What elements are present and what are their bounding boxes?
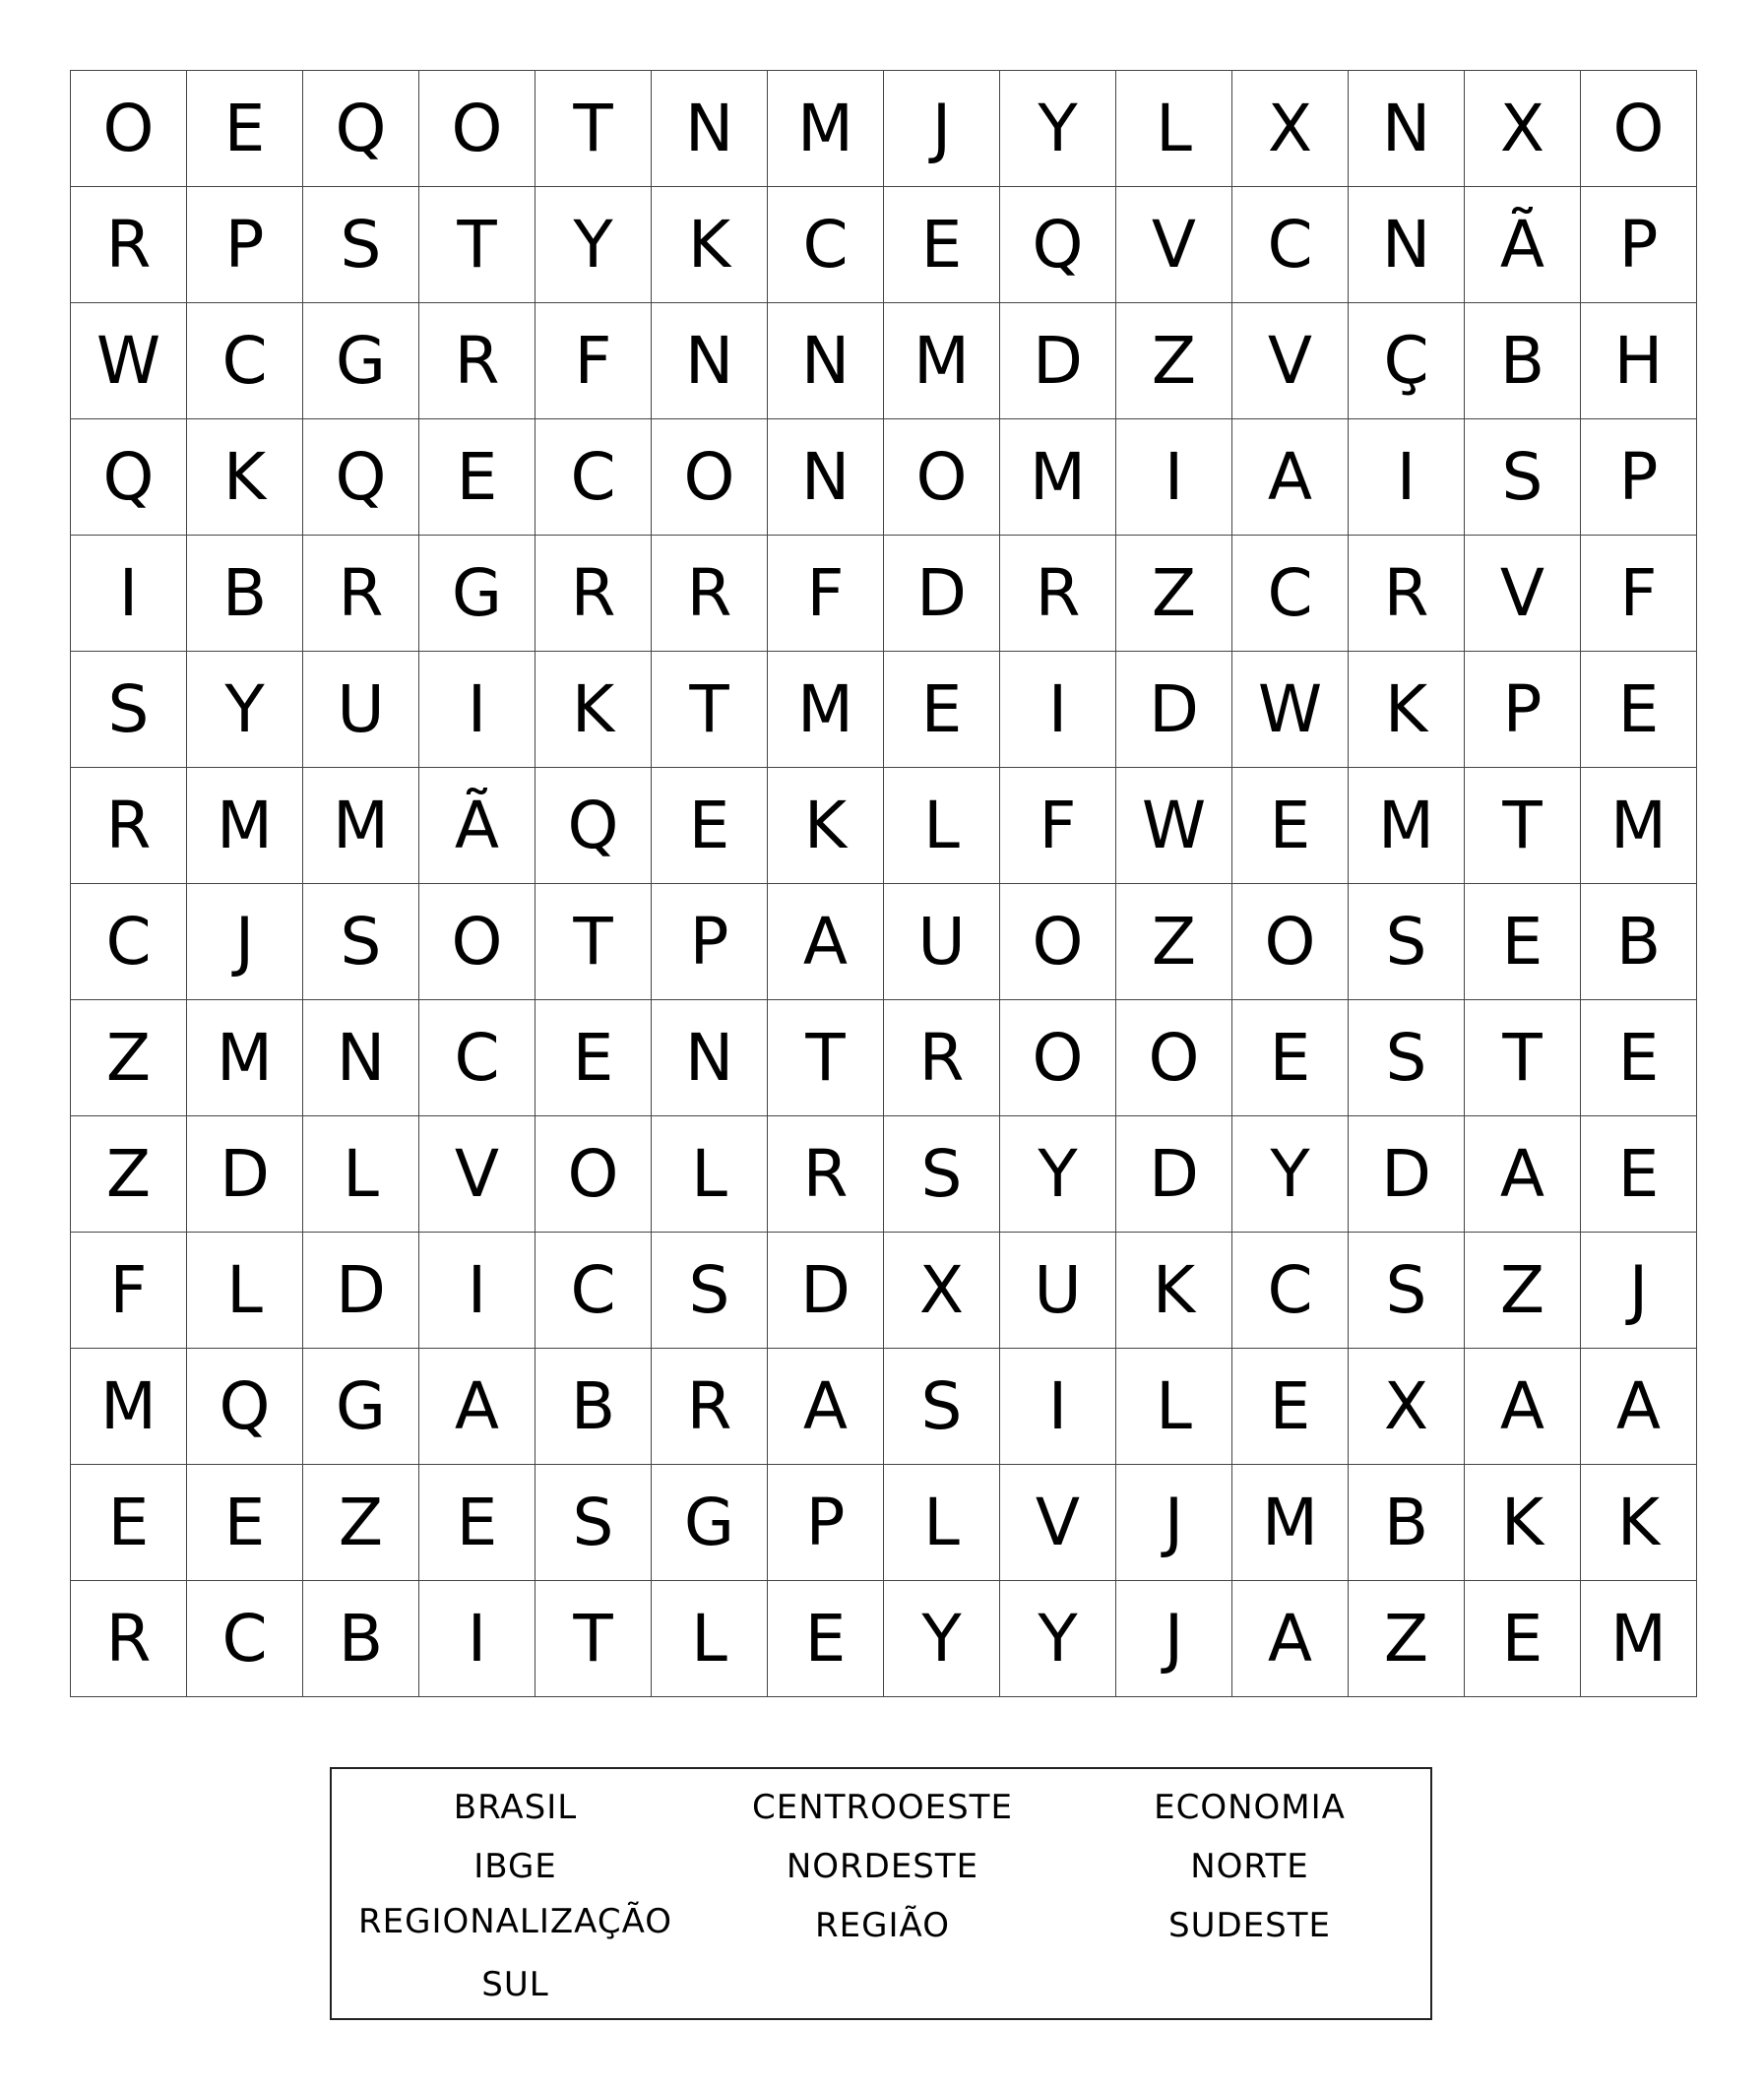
grid-cell[interactable]: E [71,1465,187,1581]
grid-cell[interactable]: D [1116,1116,1232,1233]
grid-cell[interactable]: E [1581,1116,1697,1233]
grid-cell[interactable]: K [1581,1465,1697,1581]
grid-cell[interactable]: Q [303,419,419,536]
grid-cell[interactable]: E [1581,1000,1697,1116]
grid-cell[interactable]: S [884,1116,1000,1233]
grid-cell[interactable]: C [187,303,303,419]
grid-cell[interactable]: I [1000,652,1116,768]
grid-cell[interactable]: C [536,1233,652,1349]
grid-cell[interactable]: M [768,71,884,187]
grid-cell[interactable]: L [652,1116,768,1233]
grid-cell[interactable]: R [71,187,187,303]
grid-cell[interactable]: O [1232,884,1349,1000]
grid-cell[interactable]: K [1116,1233,1232,1349]
grid-cell[interactable]: K [536,652,652,768]
grid-cell[interactable]: M [1000,419,1116,536]
grid-cell[interactable]: D [1349,1116,1465,1233]
grid-cell[interactable]: N [652,303,768,419]
grid-cell[interactable]: D [1000,303,1116,419]
word-list-item: IBGE [473,1847,557,1886]
grid-cell[interactable]: M [768,652,884,768]
grid-cell[interactable]: T [1465,768,1581,884]
grid-cell[interactable]: E [1232,1349,1349,1465]
grid-cell[interactable]: Ã [419,768,536,884]
grid-cell[interactable]: V [1116,187,1232,303]
grid-cell[interactable]: N [303,1000,419,1116]
grid-cell[interactable]: T [768,1000,884,1116]
grid-cell[interactable]: Y [187,652,303,768]
grid-cell[interactable]: E [884,652,1000,768]
word-list-item: SUDESTE [1168,1906,1331,1945]
grid-cell[interactable]: C [1232,1233,1349,1349]
grid-cell[interactable]: I [1000,1349,1116,1465]
grid-cell[interactable]: I [419,1233,536,1349]
grid-cell[interactable]: K [1465,1465,1581,1581]
grid-cell[interactable]: S [303,884,419,1000]
grid-cell[interactable]: E [536,1000,652,1116]
grid-cell[interactable]: K [652,187,768,303]
grid-cell[interactable]: X [884,1233,1000,1349]
grid-cell[interactable]: L [187,1233,303,1349]
grid-cell[interactable]: G [303,1349,419,1465]
grid-cell[interactable]: B [1465,303,1581,419]
grid-cell[interactable]: R [1000,536,1116,652]
grid-cell[interactable]: C [419,1000,536,1116]
grid-cell[interactable]: B [1581,884,1697,1000]
grid-cell[interactable]: A [419,1349,536,1465]
grid-cell[interactable]: R [652,1349,768,1465]
grid-cell[interactable]: S [1349,1000,1465,1116]
grid-cell[interactable]: D [187,1116,303,1233]
word-list-item: CENTROOESTE [752,1788,1013,1827]
grid-row [71,884,1697,1000]
grid-cell[interactable]: G [652,1465,768,1581]
grid-row [71,536,1697,652]
grid-cell[interactable]: C [71,884,187,1000]
grid-cell[interactable]: T [419,187,536,303]
grid-cell[interactable]: R [768,1116,884,1233]
word-list-item: BRASIL [453,1788,578,1827]
grid-row [71,768,1697,884]
grid-cell[interactable]: Q [536,768,652,884]
grid-cell[interactable]: E [1232,768,1349,884]
grid-cell[interactable]: Z [1116,536,1232,652]
grid-row [71,303,1697,419]
grid-cell[interactable]: M [1581,768,1697,884]
grid-cell[interactable]: D [884,536,1000,652]
grid-cell[interactable]: D [768,1233,884,1349]
grid-cell[interactable]: G [303,303,419,419]
grid-cell[interactable]: R [71,768,187,884]
grid-cell[interactable]: E [884,187,1000,303]
grid-cell[interactable]: O [1581,71,1697,187]
grid-cell[interactable]: R [419,303,536,419]
grid-cell[interactable]: N [768,419,884,536]
grid-cell[interactable]: Y [1232,1116,1349,1233]
grid-cell[interactable]: C [187,1581,303,1697]
grid-cell[interactable]: K [1349,652,1465,768]
grid-cell[interactable]: M [1349,768,1465,884]
grid-cell[interactable]: O [652,419,768,536]
grid-cell[interactable]: N [652,71,768,187]
grid-cell[interactable]: Z [1116,303,1232,419]
grid-cell[interactable]: K [768,768,884,884]
grid-cell[interactable]: B [303,1581,419,1697]
grid-cell[interactable]: Z [1465,1233,1581,1349]
grid-cell[interactable]: O [1116,1000,1232,1116]
grid-cell[interactable]: Y [1000,1581,1116,1697]
grid-cell[interactable]: E [187,1465,303,1581]
grid-row [71,71,1697,187]
grid-cell[interactable]: S [71,652,187,768]
grid-cell[interactable]: E [768,1581,884,1697]
grid-cell[interactable]: E [1232,1000,1349,1116]
grid-cell[interactable]: I [419,652,536,768]
grid-cell[interactable]: M [187,1000,303,1116]
grid-cell[interactable]: I [1116,419,1232,536]
grid-cell[interactable]: J [1116,1581,1232,1697]
grid-cell[interactable]: X [1232,71,1349,187]
grid-cell[interactable]: A [1232,419,1349,536]
grid-cell[interactable]: U [884,884,1000,1000]
grid-cell[interactable]: P [1581,419,1697,536]
grid-cell[interactable]: J [187,884,303,1000]
grid-cell[interactable]: E [1465,1581,1581,1697]
grid-cell[interactable]: N [1349,71,1465,187]
grid-cell[interactable]: R [303,536,419,652]
grid-cell[interactable]: R [652,536,768,652]
grid-cell[interactable]: Q [303,71,419,187]
grid-cell[interactable]: E [1581,652,1697,768]
grid-cell[interactable]: M [71,1349,187,1465]
grid-cell[interactable]: L [1116,71,1232,187]
grid-cell[interactable]: A [1465,1349,1581,1465]
grid-cell[interactable]: C [768,187,884,303]
word-list-item: NORDESTE [786,1847,979,1886]
grid-cell[interactable]: T [536,1581,652,1697]
word-list [330,1767,1432,2020]
grid-cell[interactable]: Y [536,187,652,303]
word-list-item: REGIÃO [815,1906,950,1945]
grid-cell[interactable]: P [1581,187,1697,303]
grid-cell[interactable]: F [536,303,652,419]
grid-row [71,1000,1697,1116]
grid-cell[interactable]: V [1465,536,1581,652]
grid-cell[interactable]: Y [1000,1116,1116,1233]
grid-cell[interactable]: S [652,1233,768,1349]
grid-cell[interactable]: S [1349,1233,1465,1349]
word-search-grid [70,70,1697,1697]
grid-cell[interactable]: A [1465,1116,1581,1233]
grid-cell[interactable]: Ç [1349,303,1465,419]
grid-cell[interactable]: Y [884,1581,1000,1697]
grid-cell[interactable]: Z [1116,884,1232,1000]
grid-cell[interactable]: Z [71,1116,187,1233]
grid-cell[interactable]: J [1581,1233,1697,1349]
grid-cell[interactable]: D [303,1233,419,1349]
grid-cell[interactable]: W [1232,652,1349,768]
grid-cell[interactable]: J [884,71,1000,187]
grid-cell[interactable]: L [884,1465,1000,1581]
grid-cell[interactable]: X [1465,71,1581,187]
grid-cell[interactable]: P [652,884,768,1000]
grid-cell[interactable]: N [652,1000,768,1116]
grid-cell[interactable]: O [71,71,187,187]
grid-cell[interactable]: B [187,536,303,652]
grid-cell[interactable]: R [536,536,652,652]
grid-cell[interactable]: L [1116,1349,1232,1465]
grid-cell[interactable]: Y [1000,71,1116,187]
grid-cell[interactable]: Q [71,419,187,536]
grid-cell[interactable]: D [1116,652,1232,768]
grid-cell[interactable]: S [303,187,419,303]
grid-cell[interactable]: V [419,1116,536,1233]
grid-cell[interactable]: V [1232,303,1349,419]
grid-cell[interactable]: C [1232,536,1349,652]
word-list-item: ECONOMIA [1154,1788,1346,1827]
grid-cell[interactable]: A [768,884,884,1000]
grid-row [71,1349,1697,1465]
grid-cell[interactable]: A [1581,1349,1697,1465]
grid-cell[interactable]: A [1232,1581,1349,1697]
grid-cell[interactable]: Ã [1465,187,1581,303]
grid-cell[interactable]: F [71,1233,187,1349]
grid-cell[interactable]: S [536,1465,652,1581]
grid-cell[interactable]: I [1349,419,1465,536]
grid-cell[interactable]: L [652,1581,768,1697]
grid-cell[interactable]: U [1000,1233,1116,1349]
grid-cell[interactable]: T [1465,1000,1581,1116]
grid-cell[interactable]: I [71,536,187,652]
grid-row [71,419,1697,536]
grid-cell[interactable]: E [419,419,536,536]
grid-cell[interactable]: O [884,419,1000,536]
grid-cell[interactable]: X [1349,1349,1465,1465]
grid-cell[interactable]: E [419,1465,536,1581]
grid-cell[interactable]: N [768,303,884,419]
word-list-item: SUL [481,1965,549,2004]
grid-cell[interactable]: O [1000,884,1116,1000]
grid-cell[interactable]: C [536,419,652,536]
grid-row [71,1116,1697,1233]
grid-cell[interactable]: E [1465,884,1581,1000]
grid-cell[interactable]: I [419,1581,536,1697]
grid-cell[interactable]: U [303,652,419,768]
grid-cell[interactable]: W [71,303,187,419]
grid-cell[interactable]: M [1581,1581,1697,1697]
grid-cell[interactable]: G [419,536,536,652]
grid-cell[interactable]: A [768,1349,884,1465]
grid-cell[interactable]: S [1349,884,1465,1000]
grid-cell[interactable]: F [1581,536,1697,652]
word-list-item: NORTE [1190,1847,1309,1886]
grid-cell[interactable]: F [1000,768,1116,884]
grid-cell[interactable]: M [303,768,419,884]
grid-cell[interactable]: L [303,1116,419,1233]
grid-cell[interactable]: Q [187,1349,303,1465]
grid-cell[interactable]: V [1000,1465,1116,1581]
grid-cell[interactable]: Z [1349,1581,1465,1697]
grid-cell[interactable]: N [1349,187,1465,303]
grid-cell[interactable]: H [1581,303,1697,419]
grid-cell[interactable]: L [884,768,1000,884]
grid-cell[interactable]: T [536,71,652,187]
grid-cell[interactable]: S [884,1349,1000,1465]
word-list-item: REGIONALIZAÇÃO [357,1902,673,1941]
grid-cell[interactable]: R [71,1581,187,1697]
grid-cell[interactable]: Q [1000,187,1116,303]
grid-cell[interactable]: R [884,1000,1000,1116]
grid-cell[interactable]: R [1349,536,1465,652]
grid-cell[interactable]: E [187,71,303,187]
grid-row [71,187,1697,303]
grid-cell[interactable]: F [768,536,884,652]
grid-cell[interactable]: P [187,187,303,303]
grid-cell[interactable]: O [1000,1000,1116,1116]
grid-cell[interactable]: E [652,768,768,884]
grid-cell[interactable]: O [419,71,536,187]
grid-cell[interactable]: B [1349,1465,1465,1581]
grid-cell[interactable]: T [536,884,652,1000]
grid-row [71,1581,1697,1697]
grid-cell[interactable]: M [1232,1465,1349,1581]
grid-cell[interactable]: P [768,1465,884,1581]
grid-cell[interactable]: S [1465,419,1581,536]
grid-cell[interactable]: Z [71,1000,187,1116]
grid-cell[interactable]: K [187,419,303,536]
grid-cell[interactable]: C [1232,187,1349,303]
grid-cell[interactable]: O [536,1116,652,1233]
grid-row [71,1233,1697,1349]
grid-cell[interactable]: M [187,768,303,884]
grid-cell[interactable]: W [1116,768,1232,884]
grid-cell[interactable]: B [536,1349,652,1465]
grid-row [71,1465,1697,1581]
grid-row [71,652,1697,768]
grid-cell[interactable]: O [419,884,536,1000]
grid-cell[interactable]: J [1116,1465,1232,1581]
grid-cell[interactable]: P [1465,652,1581,768]
grid-cell[interactable]: Z [303,1465,419,1581]
grid-cell[interactable]: M [884,303,1000,419]
grid-cell[interactable]: T [652,652,768,768]
